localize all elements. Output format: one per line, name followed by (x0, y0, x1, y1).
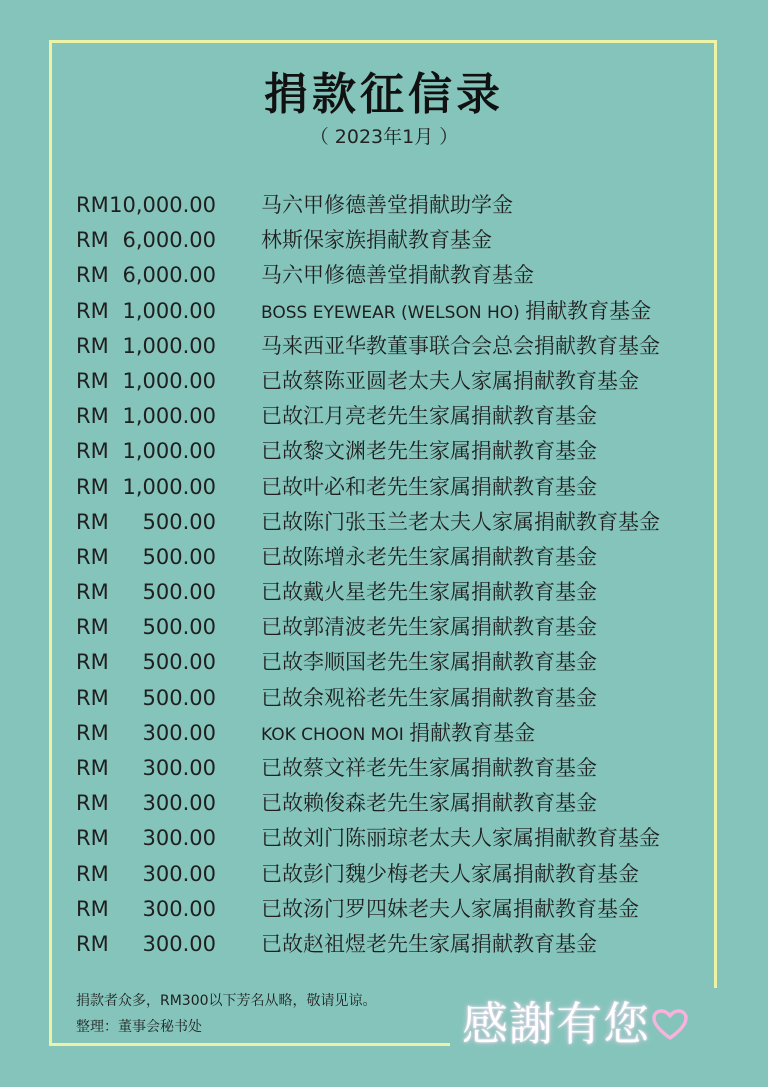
donation-amount: 1,000.00 (122, 404, 216, 429)
donation-row (0, 434, 768, 469)
donation-donor (261, 786, 597, 821)
donation-donor (261, 540, 597, 575)
donation-currency: RM (76, 931, 109, 956)
donor-name: 已故黎文渊老先生家属捐献教育基金 (261, 439, 597, 464)
donation-amount: 300.00 (142, 756, 216, 780)
donation-row (0, 786, 768, 821)
donor-name: 林斯保家族捐献教育基金 (261, 228, 492, 253)
donation-currency: RM (76, 861, 109, 886)
donation-currency: RM (76, 580, 109, 605)
donation-currency: RM (76, 650, 109, 675)
donor-name: 已故赵祖煜老先生家属捐献教育基金 (261, 931, 597, 956)
donor-name-en: BOSS EYEWEAR (WELSON HO) (261, 302, 526, 323)
donation-amount: 300.00 (142, 931, 216, 956)
donation-row (0, 329, 768, 364)
donation-donor (261, 294, 651, 331)
donation-row (0, 681, 768, 716)
donation-currency: RM (76, 298, 109, 323)
donation-row (0, 258, 768, 293)
donation-donor (261, 575, 597, 610)
donation-donor (261, 258, 534, 293)
donor-name: 已故余观裕老先生家属捐献教育基金 (261, 685, 597, 710)
donation-amount: 500.00 (142, 580, 216, 605)
donation-donor (261, 223, 492, 258)
donor-name: 已故陈增永老先生家属捐献教育基金 (261, 544, 597, 569)
donation-currency: RM (76, 193, 109, 217)
donation-currency: RM (76, 509, 109, 534)
donor-name: 已故江月亮老先生家属捐献教育基金 (261, 404, 597, 429)
donation-donor (261, 892, 639, 927)
donation-donor (261, 470, 597, 505)
thanks-text: 感謝有您 (462, 997, 650, 1051)
donor-name: 捐献教育基金 (525, 298, 652, 323)
donation-currency: RM (76, 228, 109, 253)
donor-name: 已故彭门魏少梅老夫人家属捐献教育基金 (261, 861, 639, 886)
donation-row (0, 470, 768, 505)
donation-amount: 300.00 (142, 826, 216, 851)
donation-row (0, 610, 768, 645)
donation-row (0, 645, 768, 680)
donor-name-en: KOK CHOON MOI (261, 724, 410, 745)
donation-currency: RM (76, 756, 109, 780)
donor-name: 已故陈门张玉兰老太夫人家属捐献教育基金 (261, 509, 660, 534)
donation-donor (261, 329, 660, 364)
donation-currency: RM (76, 896, 109, 921)
donation-currency: RM (76, 826, 109, 851)
donation-amount: 1,000.00 (122, 368, 216, 393)
donation-row (0, 540, 768, 575)
donation-donor (261, 716, 535, 753)
donor-name: 已故蔡文祥老先生家属捐献教育基金 (261, 756, 597, 780)
donor-name: 已故郭清波老先生家属捐献教育基金 (261, 615, 597, 640)
donor-name: 已故蔡陈亚圆老太夫人家属捐献教育基金 (261, 368, 639, 393)
donation-amount: 1,000.00 (122, 333, 216, 358)
donation-donor (261, 927, 597, 962)
donation-currency: RM (76, 791, 109, 816)
donation-amount: 500.00 (142, 615, 216, 640)
donation-currency: RM (76, 368, 109, 393)
donation-row (0, 927, 768, 962)
donor-name: 马六甲修德善堂捐献助学金 (261, 193, 513, 217)
donation-row (0, 821, 768, 856)
donor-name: 已故赖俊森老先生家属捐献教育基金 (261, 791, 597, 816)
donation-donor (261, 505, 660, 540)
donor-name: 已故叶必和老先生家属捐献教育基金 (261, 474, 597, 499)
donation-amount: 6,000.00 (122, 228, 216, 253)
donation-currency: RM (76, 263, 109, 288)
donation-row (0, 223, 768, 258)
donor-name: 马来西亚华教董事联合会总会捐献教育基金 (261, 333, 660, 358)
donation-row (0, 716, 768, 751)
donor-name: 已故李顺国老先生家属捐献教育基金 (261, 650, 597, 675)
donation-amount: 300.00 (142, 791, 216, 816)
donation-currency: RM (76, 544, 109, 569)
donor-name: 捐献教育基金 (409, 720, 536, 745)
donation-currency: RM (76, 615, 109, 640)
donor-name: 已故刘门陈丽琼老太夫人家属捐献教育基金 (261, 826, 660, 851)
donation-amount: 500.00 (142, 544, 216, 569)
donation-donor (261, 399, 597, 434)
donation-row (0, 294, 768, 329)
donation-donor (261, 188, 513, 223)
donation-donor (261, 364, 639, 399)
donation-currency: RM (76, 439, 109, 464)
donor-name: 已故戴火星老先生家属捐献教育基金 (261, 580, 597, 605)
donation-donor (261, 821, 660, 856)
footer-editor: 整理：董事会秘书处 (76, 1019, 202, 1035)
donation-amount: 300.00 (142, 861, 216, 886)
donation-donor (261, 751, 597, 786)
donation-row (0, 399, 768, 434)
donation-currency: RM (76, 474, 109, 499)
footer-note: 捐款者众多，RM300以下芳名从略，敬请见谅。 (76, 993, 377, 1009)
donation-donor (261, 434, 597, 469)
donation-donor (261, 681, 597, 716)
donation-row (0, 857, 768, 892)
donation-row (0, 188, 768, 223)
donation-row (0, 751, 768, 786)
donation-currency: RM (76, 404, 109, 429)
donation-amount: 300.00 (142, 896, 216, 921)
donation-donor (261, 645, 597, 680)
page-title: 捐款征信录 (264, 69, 504, 120)
donation-row (0, 575, 768, 610)
donation-row (0, 364, 768, 399)
donation-amount: 1,000.00 (122, 474, 216, 499)
donation-amount: 1,000.00 (122, 298, 216, 323)
donation-list (0, 188, 768, 962)
donation-amount: 300.00 (142, 720, 216, 745)
donation-amount: 1,000.00 (122, 439, 216, 464)
donation-donor (261, 857, 639, 892)
donor-name: 马六甲修德善堂捐献教育基金 (261, 263, 534, 288)
donation-donor (261, 610, 597, 645)
donation-currency: RM (76, 720, 109, 745)
donation-amount: 6,000.00 (122, 263, 216, 288)
donation-row (0, 892, 768, 927)
donation-amount: 500.00 (142, 650, 216, 675)
donation-amount: 500.00 (142, 509, 216, 534)
donation-currency: RM (76, 685, 109, 710)
thanks-badge (450, 988, 725, 1060)
donation-currency: RM (76, 333, 109, 358)
heart-icon (652, 989, 688, 1061)
donation-amount: 10,000.00 (109, 193, 216, 217)
donor-name: 已故汤门罗四妹老夫人家属捐献教育基金 (261, 896, 639, 921)
donation-amount: 500.00 (142, 685, 216, 710)
donation-row (0, 505, 768, 540)
page-subtitle: （ 2023年1月 ） (309, 126, 459, 148)
